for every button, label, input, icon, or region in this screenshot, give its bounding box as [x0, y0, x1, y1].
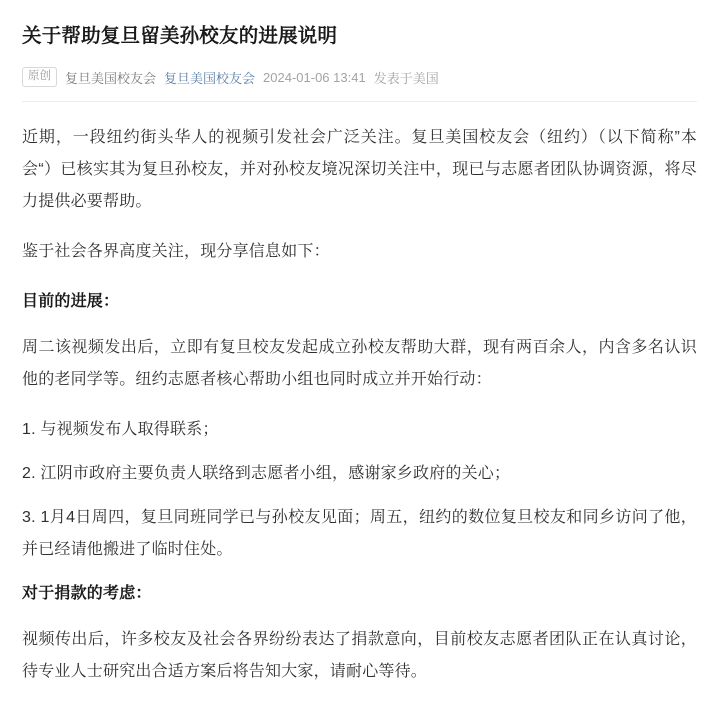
paragraph: 鉴于社会各界高度关注，现分享信息如下：: [22, 242, 330, 260]
publish-location: 发表于美国: [373, 70, 439, 86]
account-link[interactable]: 复旦美国校友会: [164, 70, 256, 86]
publish-date: 2024-01-06 13:41: [263, 69, 366, 85]
section-heading: 目前的进展：: [22, 292, 120, 310]
article-body: [22, 122, 697, 688]
page-title: 关于帮助复旦留美孙校友的进展说明: [22, 25, 338, 47]
list-item: 1. 与视频发布人取得联系；: [22, 420, 219, 438]
section-heading: 对于捐款的考虑：: [22, 584, 152, 602]
paragraph: 周二该视频发出后，立即有复旦校友发起成立孙校友帮助大群，现有两百余人，内含多名认识他的老同学等。纽约志愿者核心帮助小组也同时成立并开始行动：: [22, 338, 697, 388]
list-item: 2. 江阴市政府主要负责人联络到志愿者小组，感谢家乡政府的关心；: [22, 464, 511, 482]
paragraph: 视频传出后，许多校友及社会各界纷纷表达了捐款意向，目前校友志愿者团队正在认真讨论，待专业人士研究出合适方案后将告知大家，请耐心等待。: [22, 630, 697, 680]
paragraph: 近期，一段纽约街头华人的视频引发社会广泛关注。复旦美国校友会（纽约）（以下简称”本会“）已核实其为复旦孙校友，并对孙校友境况深切关注中，现已与志愿者团队协调资源，将尽力提供必要帮助。: [22, 128, 697, 210]
original-badge: 原创: [22, 67, 57, 87]
article-meta: [22, 67, 697, 87]
author-name: 复旦美国校友会: [65, 70, 157, 86]
header-divider: [22, 101, 697, 102]
list-item: 3. 1月4日周四，复旦同班同学已与孙校友见面；周五，纽约的数位复旦校友和同乡访问了他，并已经请他搬进了临时住处。: [22, 508, 697, 558]
